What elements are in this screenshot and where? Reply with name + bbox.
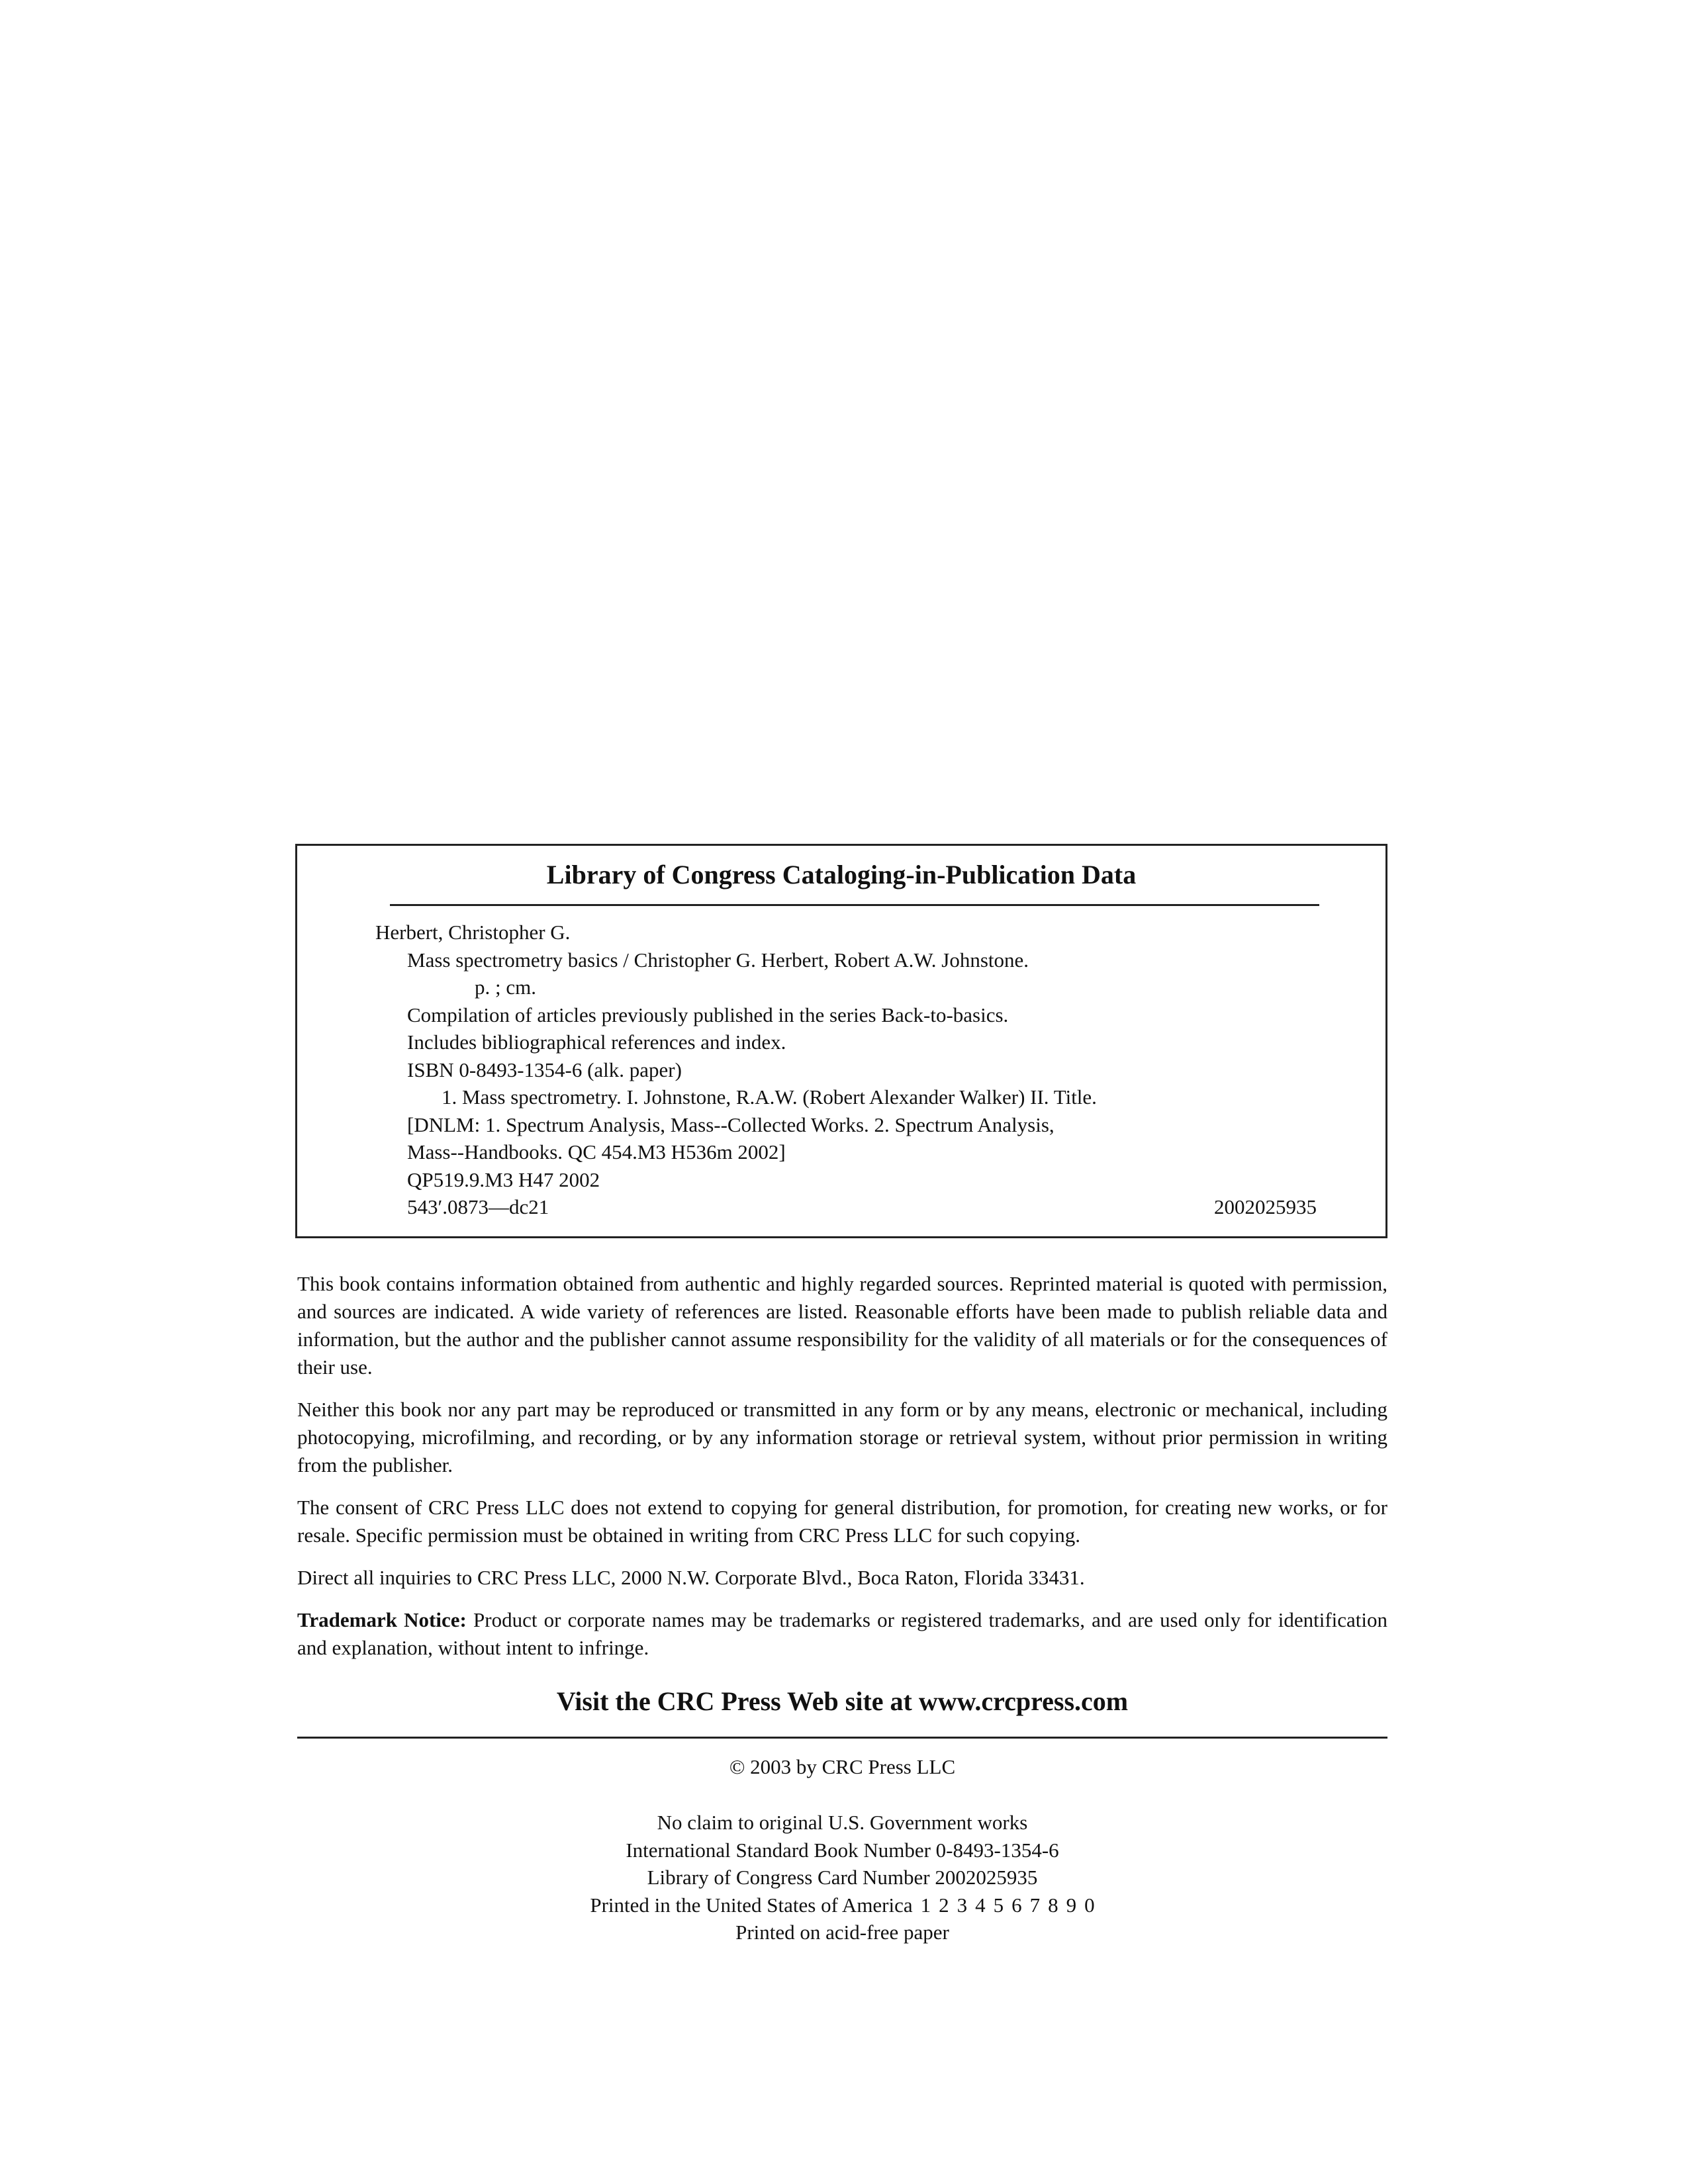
- printed-in-usa: Printed in the United States of America: [590, 1893, 913, 1917]
- publisher-website-line: Visit the CRC Press Web site at www.crcpress.com: [556, 1686, 1129, 1716]
- print-run-numbers: [913, 1893, 1095, 1917]
- copyright-line: © 2003 by CRC Press LLC: [729, 1755, 956, 1778]
- print-run-digit: 3: [957, 1893, 968, 1917]
- imprint-block: [297, 1809, 1387, 1946]
- print-run-digit: 0: [1084, 1893, 1095, 1917]
- notice-consent: The consent of CRC Press LLC does not extend to copying for general distribution, for promotion, for creating new works, or for resale. Specific permission must be obtained in writing from CRC Press LLC for such copying.: [297, 1496, 1387, 1547]
- print-run-digit: 9: [1066, 1893, 1077, 1917]
- notice-sources: This book contains information obtained from authentic and highly regarded sources. Reprinted material is quoted with permission, and sources are indicated. A wide variety of references are listed. Reasonable efforts have been made to publish reliable data and information, but the author and the publisher cannot assume responsibility for the validity of all materials or for the consequences of their use.: [297, 1272, 1387, 1379]
- cip-dewey-row: [375, 1193, 1355, 1221]
- cip-title: Library of Congress Cataloging-in-Publication Data: [546, 860, 1137, 889]
- imprint-lc-card: Library of Congress Card Number 2002025935: [647, 1866, 1038, 1889]
- print-run-digit: 4: [975, 1893, 986, 1917]
- cip-note-bibliography: Includes bibliographical references and index.: [407, 1030, 786, 1054]
- cip-title-rule: [390, 904, 1319, 906]
- cip-note-compilation: Compilation of articles previously published in the series Back-to-basics.: [407, 1003, 1009, 1026]
- cip-lccn: 2002025935: [1214, 1195, 1317, 1218]
- cip-dnlm-2: Mass--Handbooks. QC 454.M3 H536m 2002]: [407, 1140, 786, 1163]
- print-run-digit: 7: [1029, 1893, 1041, 1917]
- cip-record: [375, 919, 1355, 1221]
- cip-dewey-number: 543′.0873—dc21: [407, 1195, 549, 1218]
- imprint-isbn: International Standard Book Number 0-8493-1354-6: [626, 1838, 1059, 1862]
- print-run-digit: 1: [920, 1893, 931, 1917]
- divider-rule: [297, 1737, 1387, 1739]
- notice-trademark: [297, 1606, 1387, 1662]
- print-run-digit: 5: [993, 1893, 1004, 1917]
- imprint-government-works: No claim to original U.S. Government works: [657, 1811, 1028, 1834]
- imprint-acid-free: Printed on acid-free paper: [735, 1921, 949, 1944]
- cip-dnlm-1: [DNLM: 1. Spectrum Analysis, Mass--Collected Works. 2. Spectrum Analysis,: [407, 1113, 1055, 1136]
- cip-author: Herbert, Christopher G.: [375, 921, 571, 944]
- notice-inquiries: Direct all inquiries to CRC Press LLC, 2000 N.W. Corporate Blvd., Boca Raton, Florida 33431.: [297, 1566, 1085, 1589]
- cip-physical-description: p. ; cm.: [475, 976, 536, 999]
- notice-reproduction: Neither this book nor any part may be reproduced or transmitted in any form or by any means, electronic or mechanical, including photocopying, microfilming, and recording, or by any information storage or retrieval system, without prior permission in writing from the publisher.: [297, 1398, 1387, 1477]
- print-run-digit: 2: [939, 1893, 949, 1917]
- cip-lc-call-number: QP519.9.M3 H47 2002: [407, 1167, 600, 1191]
- cip-data-box: [295, 844, 1387, 1238]
- cip-subjects: 1. Mass spectrometry. I. Johnstone, R.A.W. (Robert Alexander Walker) II. Title.: [442, 1085, 1097, 1109]
- cip-isbn: ISBN 0-8493-1354-6 (alk. paper): [407, 1058, 682, 1081]
- imprint-printed-in: [297, 1891, 1387, 1919]
- print-run-digit: 8: [1048, 1893, 1058, 1917]
- trademark-label: Trademark Notice:: [297, 1608, 467, 1631]
- print-run-digit: 6: [1011, 1893, 1022, 1917]
- trademark-text: Product or corporate names may be trademarks or registered trademarks, and are used only for identification and explanation, without intent to infringe.: [297, 1608, 1388, 1659]
- cip-title-statement: Mass spectrometry basics / Christopher G. Herbert, Robert A.W. Johnstone.: [407, 948, 1029, 972]
